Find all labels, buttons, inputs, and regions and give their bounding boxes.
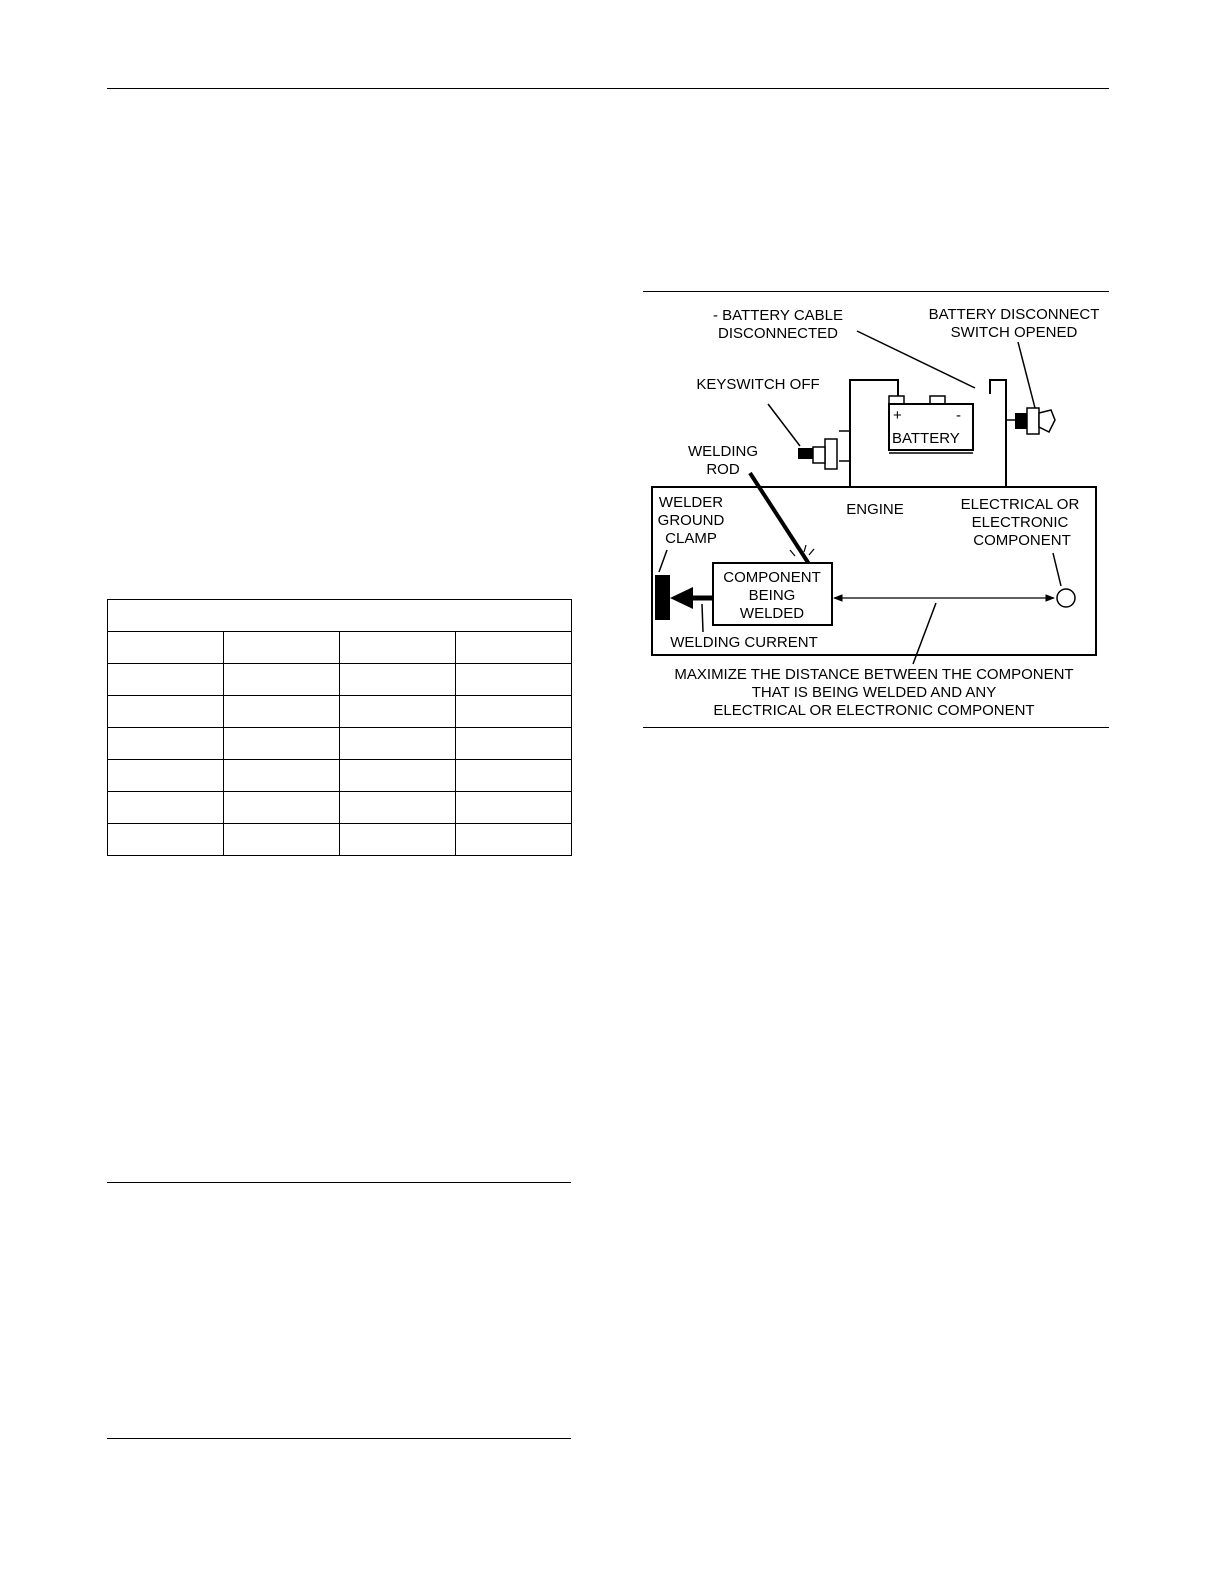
table-cell [224, 728, 340, 760]
leader-welding-current [702, 604, 703, 632]
table-cell [456, 760, 572, 792]
battery-minus-label: - [956, 407, 961, 424]
table-cell [108, 632, 224, 664]
table-cell [456, 824, 572, 856]
data-table [107, 599, 572, 856]
battery-cable-label-line1: - BATTERY CABLE [712, 307, 844, 324]
electrical-component-label-line3: COMPONENT [973, 532, 1071, 549]
leader-disconnect-switch [1018, 342, 1035, 408]
table-cell [340, 728, 456, 760]
electrical-component-label-line1: ELECTRICAL OR [960, 496, 1080, 513]
disconnect-switch-label-line1: BATTERY DISCONNECT [928, 306, 1100, 323]
welding-current-label: WELDING CURRENT [670, 634, 818, 651]
caption-line3: ELECTRICAL OR ELECTRONIC COMPONENT [713, 702, 1035, 719]
table-cell [108, 728, 224, 760]
battery-plus-label: + [893, 407, 902, 424]
leader-electrical-component [1053, 553, 1061, 586]
table-cell [108, 792, 224, 824]
table-cell [224, 632, 340, 664]
leader-ground-clamp [659, 550, 667, 572]
section-rule [107, 1182, 571, 1183]
table-cell [108, 664, 224, 696]
welding-current-arrowhead [670, 587, 693, 609]
table-row [108, 696, 572, 728]
welding-rod-label-line1: WELDING [687, 443, 759, 460]
welding-rod-label-line2: ROD [706, 461, 740, 478]
disconnect-switch-label-line2: SWITCH OPENED [950, 324, 1078, 341]
table-cell [224, 792, 340, 824]
figure-top-rule [643, 291, 1109, 292]
table-cell [340, 632, 456, 664]
table-cell [340, 664, 456, 696]
component-welded-label-line3: WELDED [739, 605, 805, 622]
table-cell [340, 696, 456, 728]
table-row [108, 824, 572, 856]
table-title-row [108, 600, 572, 632]
table-title-cell [108, 600, 572, 632]
header-rule [107, 88, 1109, 89]
caption-line2: THAT IS BEING WELDED AND ANY [751, 684, 997, 701]
table-cell [340, 760, 456, 792]
table-cell [224, 696, 340, 728]
table-cell [456, 632, 572, 664]
table-cell [224, 824, 340, 856]
ground-clamp-label-line1: WELDER [658, 494, 724, 511]
table-cell [340, 824, 456, 856]
table-row [108, 760, 572, 792]
table-cell [340, 792, 456, 824]
table-cell [456, 664, 572, 696]
table-cell [108, 824, 224, 856]
table-cell [456, 792, 572, 824]
keyswitch-label: KEYSWITCH OFF [696, 376, 820, 393]
disconnect-switch-icon [1006, 408, 1055, 434]
welding-diagram [643, 296, 1113, 724]
table-cell [224, 664, 340, 696]
table-row [108, 632, 572, 664]
table-cell [456, 728, 572, 760]
battery-cable-right [990, 380, 1006, 487]
table-row [108, 792, 572, 824]
ground-clamp-icon [655, 575, 670, 620]
electrical-component-icon [1057, 589, 1075, 607]
caption-line1: MAXIMIZE THE DISTANCE BETWEEN THE COMPONENT [674, 666, 1074, 683]
battery-label: BATTERY [892, 430, 960, 447]
table-row [108, 728, 572, 760]
table-cell [224, 760, 340, 792]
leader-keyswitch [768, 404, 800, 446]
ground-clamp-label-line2: GROUND [657, 512, 725, 529]
table-row [108, 664, 572, 696]
component-welded-label-line1: COMPONENT [723, 569, 821, 586]
section-rule [107, 1438, 571, 1439]
battery-cable-label-line2: DISCONNECTED [717, 325, 839, 342]
table-cell [108, 760, 224, 792]
table-cell [456, 696, 572, 728]
keyswitch-icon [798, 431, 850, 469]
ground-clamp-label-line3: CLAMP [665, 530, 717, 547]
electrical-component-label-line2: ELECTRONIC [971, 514, 1069, 531]
figure-bottom-rule [643, 727, 1109, 728]
component-welded-label-line2: BEING [748, 587, 796, 604]
engine-label: ENGINE [846, 501, 904, 518]
table-cell [108, 696, 224, 728]
